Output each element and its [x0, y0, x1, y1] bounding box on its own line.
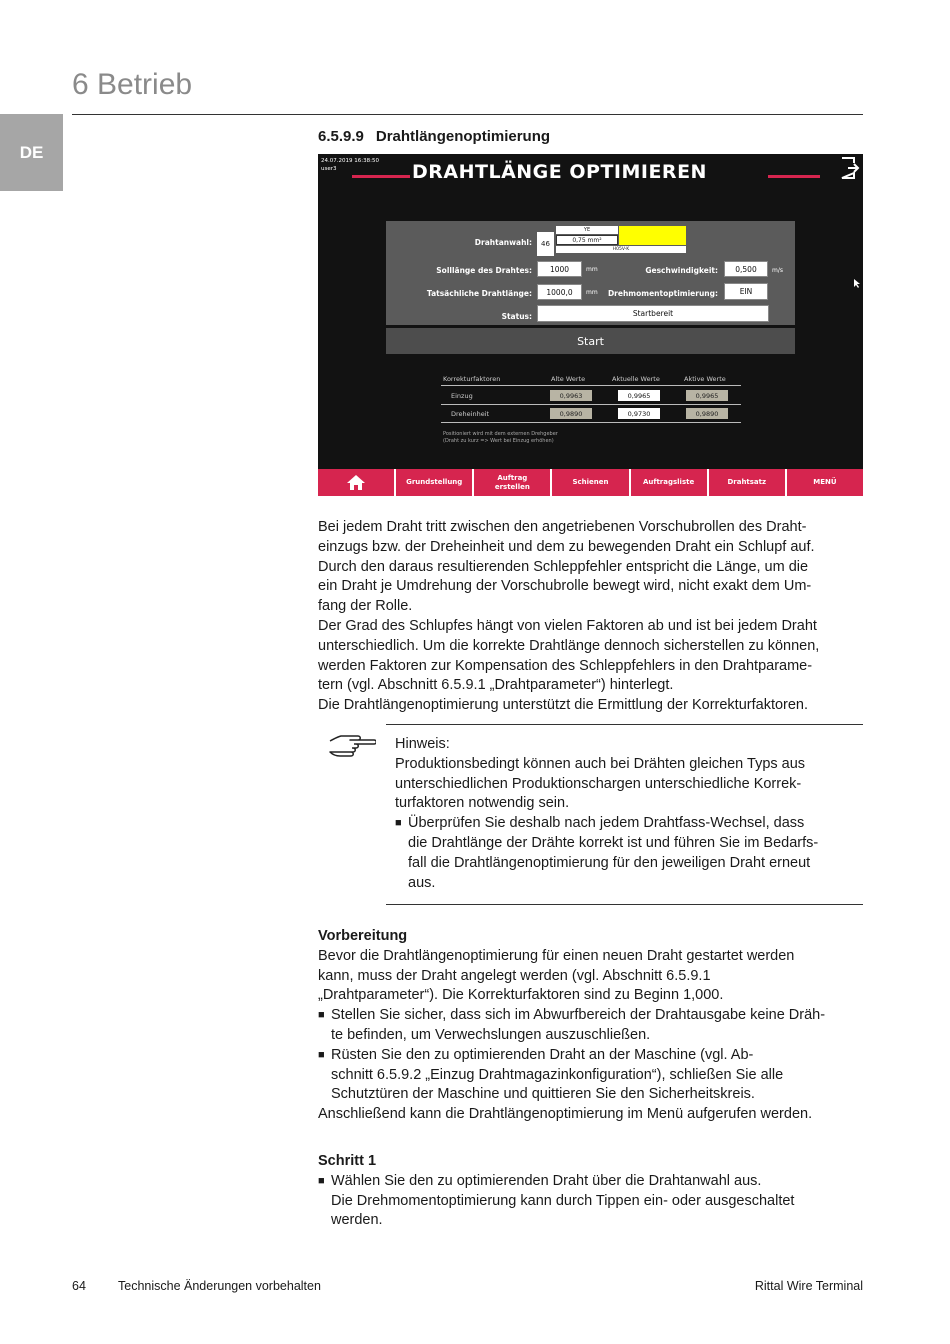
kf-col-aktiv: Aktive Werte — [684, 375, 726, 383]
text-line: ein Draht je Umdrehung der Vorschubrolle bewegt wird, nicht exakt dem Um- — [318, 578, 812, 595]
text-line: tern (vgl. Abschnitt 6.5.9.1 „Drahtparameter“) hinterlegt. — [318, 677, 674, 694]
bullet-square-icon: ■ — [395, 817, 402, 830]
wire-color-swatch[interactable] — [619, 226, 686, 245]
text-line: Die Drehmomentoptimierung kann durch Tippen ein- oder ausgeschaltet — [331, 1192, 795, 1209]
bullet-square-icon: ■ — [318, 1009, 325, 1022]
text-line: fall die Drahtlängenoptimierung für den jeweiligen Draht erneut — [408, 854, 811, 871]
kf-aktuell-value: 0,9965 — [618, 390, 660, 401]
drehmoment-label: Drehmomentoptimierung: — [607, 289, 718, 298]
kf-aktiv-value: 0,9890 — [686, 408, 728, 419]
wire-color-code[interactable]: YE — [556, 226, 618, 234]
drahtanwahl-label: Drahtanwahl: — [474, 238, 532, 247]
intro-paragraph — [318, 518, 866, 716]
sollaenge-unit: mm — [586, 266, 598, 273]
exit-icon[interactable] — [840, 157, 860, 179]
home-icon — [346, 474, 366, 491]
bullet-square-icon: ■ — [318, 1174, 325, 1187]
text-line: Bevor die Drahtlängenoptimierung für einen neuen Draht gestartet werden — [318, 947, 795, 964]
hmi-bottom-nav — [318, 469, 863, 496]
bullet-square-icon: ■ — [318, 1048, 325, 1061]
geschwindigkeit-input[interactable]: 0,500 — [724, 261, 768, 277]
text-line: Stellen Sie sicher, dass sich im Abwurfbereich der Drahtausgabe keine Dräh- — [331, 1007, 826, 1024]
tatsaechlich-unit: mm — [586, 289, 598, 296]
kf-col-aktuell: Aktuelle Werte — [612, 375, 660, 383]
nav-auftrag-line: Auftrag — [497, 473, 528, 482]
text-line: Bei jedem Draht tritt zwischen den angetriebenen Vorschubrollen des Draht- — [318, 519, 807, 535]
kf-rule — [441, 385, 741, 386]
nav-grundstellung[interactable]: Grundstellung — [396, 469, 474, 496]
geschwindigkeit-label: Geschwindigkeit: — [645, 266, 718, 275]
text-line: fang der Rolle. — [318, 598, 413, 615]
text-line: Durch den daraus resultierenden Schleppfehler entspricht die Länge, um die — [318, 558, 809, 575]
wire-cross-section[interactable]: 0,75 mm² — [556, 235, 618, 245]
text-line: unterschiedlich. Um die korrekte Drahtlänge dennoch sicherstellen zu können, — [318, 637, 820, 654]
kf-header: Korrekturfaktoren — [443, 375, 501, 383]
kf-aktuell-value: 0,9730 — [618, 408, 660, 419]
section-heading — [318, 128, 550, 145]
schritt-heading: Schritt 1 — [318, 1153, 377, 1169]
hmi-datetime: 24.07.2019 16:38:50 — [321, 158, 379, 164]
text-line: werden. — [331, 1212, 383, 1229]
kf-note-line: Positioniert wird mit dem externen Drehgeber — [443, 431, 558, 437]
footer-product: Rittal Wire Terminal — [754, 1279, 863, 1293]
text-line: Wählen Sie den zu optimierenden Draht über die Drahtanwahl aus. — [331, 1172, 762, 1189]
hmi-datetime-user — [321, 157, 379, 173]
note-box — [395, 735, 855, 893]
kf-alt-value: 0,9963 — [550, 390, 592, 401]
text-line: kann, muss der Draht angelegt werden (vgl. Abschnitt 6.5.9.1 — [318, 967, 711, 984]
wire-type[interactable]: H05V-K — [556, 246, 686, 253]
kf-row-label: Einzug — [451, 392, 473, 400]
hmi-user: user3 — [321, 166, 337, 172]
vorbereitung-heading: Vorbereitung — [318, 928, 408, 944]
nav-auftragsliste[interactable]: Auftragsliste — [631, 469, 709, 496]
chapter-title: 6 Betrieb — [72, 68, 193, 101]
kf-col-alt: Alte Werte — [551, 375, 586, 383]
text-line: „Drahtparameter“). Die Korrekturfaktoren sind zu Beginn 1,000. — [318, 987, 724, 1004]
kf-rule — [441, 404, 741, 405]
nav-schienen[interactable]: Schienen — [552, 469, 630, 496]
tatsaechlich-label: Tatsächliche Drahtlänge: — [426, 289, 532, 298]
hmi-screen-title: DRAHTLÄNGE OPTIMIEREN — [412, 161, 707, 183]
text-line: te befinden, um Verwechslungen auszuschließen. — [331, 1026, 651, 1043]
text-line: Rüsten Sie den zu optimierenden Draht an der Maschine (vgl. Ab- — [331, 1046, 754, 1063]
wire-parameter-panel — [386, 221, 795, 325]
text-line: Produktionsbedingt können auch bei Drähten gleichen Typs aus — [395, 755, 806, 772]
tatsaechlich-value: 1000,0 — [537, 284, 582, 300]
text-line: Anschließend kann die Drahtlängenoptimierung im Menü aufgerufen werden. — [318, 1106, 813, 1123]
list-item — [318, 1172, 866, 1231]
language-tab: DE — [0, 114, 63, 191]
header-divider — [72, 114, 863, 115]
nav-menu[interactable]: MENÜ — [813, 478, 837, 486]
kf-rule — [441, 422, 741, 423]
status-label: Status: — [501, 312, 532, 321]
text-line: die Drahtlänge der Drähte korrekt ist und führen Sie im Bedarfs- — [408, 834, 819, 851]
sollaenge-label: Solllänge des Drahtes: — [436, 266, 532, 275]
wire-number-field[interactable]: 46 — [537, 232, 554, 256]
kf-row-label: Dreheinheit — [451, 410, 490, 418]
text-line: Der Grad des Schlupfes hängt von vielen Faktoren ab und ist bei jedem Draht — [318, 617, 817, 634]
section-number: 6.5.9.9 — [318, 128, 364, 145]
hmi-screenshot — [318, 154, 863, 496]
geschwindigkeit-unit: m/s — [772, 267, 783, 274]
sollaenge-input[interactable]: 1000 — [537, 261, 582, 277]
text-line: Überprüfen Sie deshalb nach jedem Drahtfass-Wechsel, dass — [408, 815, 805, 832]
title-accent-right — [768, 175, 820, 178]
text-line: unterschiedlichen Produktionschargen unterschiedliche Korrek- — [395, 775, 802, 792]
text-line: turfaktoren notwendig sein. — [395, 795, 570, 812]
nav-auftrag-line: erstellen — [494, 482, 530, 491]
list-item — [318, 1006, 866, 1046]
list-item — [318, 1046, 866, 1105]
schritt-section — [318, 1152, 866, 1231]
text-line: schnitt 6.5.9.2 „Einzug Drahtmagazinkonfiguration“), schließen Sie alle — [331, 1066, 784, 1083]
text-line: einzugs bzw. der Dreheinheit und dem zu bewegenden Draht ein Schlupf auf. — [318, 538, 815, 555]
text-line: Schutztüren der Maschine und quittieren Sie den Sicherheitskreis. — [331, 1086, 755, 1103]
drehmoment-toggle[interactable]: EIN — [724, 283, 768, 300]
title-accent-left — [352, 175, 410, 178]
nav-drahtsatz[interactable]: Drahtsatz — [709, 469, 787, 496]
text-line: Die Drahtlängenoptimierung unterstützt die Ermittlung der Korrekturfaktoren. — [318, 697, 809, 714]
note-bottom-rule — [386, 904, 863, 905]
note-bullet — [395, 814, 855, 893]
text-line: werden Faktoren zur Kompensation des Schleppfehlers in den Drahtparame- — [318, 657, 813, 674]
text-line: aus. — [408, 874, 436, 891]
kf-aktiv-value: 0,9965 — [686, 390, 728, 401]
kf-alt-value: 0,9890 — [550, 408, 592, 419]
nav-home[interactable] — [318, 469, 396, 496]
footer-note: Technische Änderungen vorbehalten — [118, 1279, 321, 1293]
nav-auftrag-erstellen[interactable] — [474, 469, 552, 496]
mouse-pointer-icon — [854, 279, 860, 288]
pointing-hand-icon — [328, 733, 376, 759]
section-title: Drahtlängenoptimierung — [375, 128, 551, 145]
status-value: Startbereit — [537, 305, 769, 322]
start-button[interactable]: Start — [386, 328, 795, 354]
kf-note — [443, 431, 558, 445]
note-title: Hinweis: — [395, 736, 450, 752]
kf-note-line: (Draht zu kurz => Wert bei Einzug erhöhen) — [443, 438, 554, 444]
page-number: 64 — [72, 1279, 86, 1293]
note-top-rule — [386, 724, 863, 725]
vorbereitung-section — [318, 927, 866, 1125]
